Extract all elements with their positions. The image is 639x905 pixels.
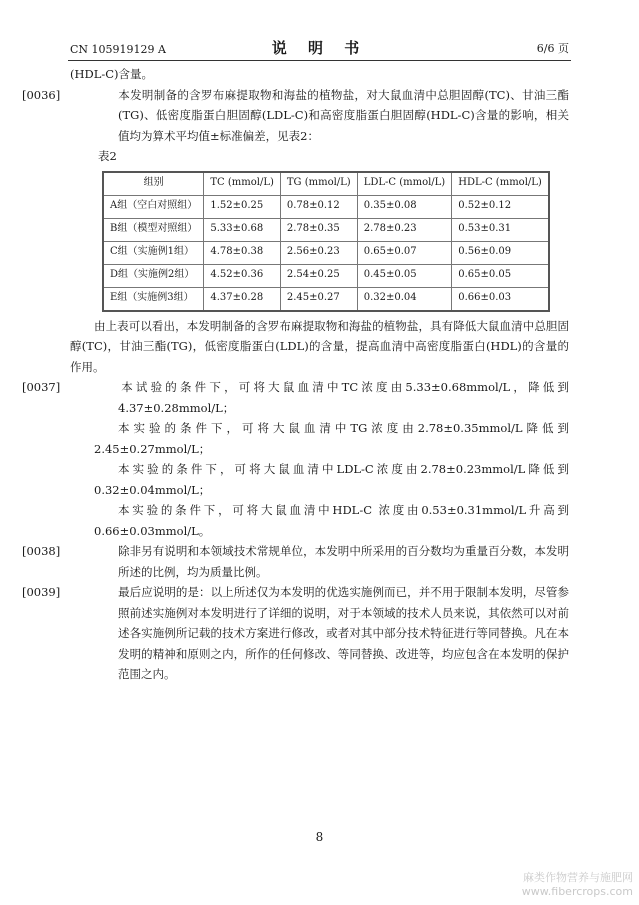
table-cell: 0.53±0.31 (452, 218, 549, 241)
table-cell: 0.56±0.09 (452, 241, 549, 264)
column-header: TC (mmol/L) (204, 172, 281, 196)
paragraph-tag: [0039] (22, 585, 61, 599)
paragraph-text: 本发明制备的含罗布麻提取物和海盐的植物盐，对大鼠血清中总胆固醇(TC)、甘油三酯(TG)、低密度脂蛋白胆固醇(LDL-C)和高密度脂蛋白胆固醇(HDL-C)含量的影响，相关值均为算术平均值±标准偏差，见表2： (118, 87, 569, 143)
column-header: 组别 (103, 172, 204, 196)
table-row (103, 241, 549, 264)
table-row (103, 287, 549, 311)
table-cell: 2.78±0.35 (280, 218, 357, 241)
document-title: 说 明 书 (271, 39, 368, 57)
column-header: HDL-C (mmol/L) (452, 172, 549, 196)
table-cell: 0.65±0.07 (357, 241, 452, 264)
table-cell: 0.65±0.05 (452, 264, 549, 287)
table-cell: 0.52±0.12 (452, 195, 549, 218)
table-row (103, 195, 549, 218)
table-row (103, 264, 549, 287)
table-header-row (103, 172, 549, 196)
table-cell: 0.66±0.03 (452, 287, 549, 311)
page-number: 8 (315, 830, 324, 844)
table-cell: 2.54±0.25 (280, 264, 357, 287)
paragraph-tag: [0037] (22, 380, 61, 394)
paragraph-continuation: (HDL-C)含量。 (70, 67, 154, 81)
data-table (102, 171, 550, 312)
watermark-url: www.fibercrops.com (521, 885, 633, 898)
table-cell: 0.32±0.04 (357, 287, 452, 311)
table-cell: 5.33±0.68 (204, 218, 281, 241)
table-cell: C组（实施例1组） (103, 241, 204, 264)
page-indicator: 6/6 页 (536, 42, 569, 55)
table-cell: E组（实施例3组） (103, 287, 204, 311)
paragraph-text: 除非另有说明和本领域技术常规单位，本发明中所采用的百分数均为重量百分数，本发明所述的比例，均为质量比例。 (118, 544, 569, 579)
paragraph-text: 最后应说明的是：以上所述仅为本发明的优选实施例而已，并不用于限制本发明，尽管参照前述实施例对本发明进行了详细的说明，对于本领域的技术人员来说，其依然可以对前述各实施例所记载的技术方案进行修改，或者对其中部分技术特征进行等同替换。凡在本发明的精神和原则之内，所作的任何修改、等同替换、改进等，均应包含在本发明的保护范围之内。 (118, 585, 569, 681)
page-header (68, 36, 571, 61)
table-cell: 2.45±0.27 (280, 287, 357, 311)
patent-number: CN 105919129 A (70, 43, 166, 56)
paragraph-tag: [0036] (22, 87, 61, 102)
table-cell: 0.35±0.08 (357, 195, 452, 218)
table-cell: B组（模型对照组） (103, 218, 204, 241)
paragraph-text: 本试验的条件下，可将大鼠血清中TC浓度由5.33±0.68mmol/L，降低到4.37±0.28mmol/L； (118, 380, 569, 415)
paragraph-0037-tg: 本实验的条件下，可将大鼠血清中TG浓度由2.78±0.35mmol/L降低到2.45±0.27mmol/L； (94, 421, 569, 456)
table-cell: 1.52±0.25 (204, 195, 281, 218)
paragraph-0037 (22, 377, 569, 418)
table-cell: D组（实施例2组） (103, 264, 204, 287)
table-cell: 2.56±0.23 (280, 241, 357, 264)
paragraph-0037-hdl: 本实验的条件下，可将大鼠血清中HDL-C 浓度由0.53±0.31mmol/L升高到0.66±0.03mmol/L。 (94, 503, 569, 538)
paragraph-0039 (22, 582, 569, 685)
document-body (22, 64, 569, 685)
table-cell: 4.78±0.38 (204, 241, 281, 264)
table-cell: 4.37±0.28 (204, 287, 281, 311)
table-cell: 0.78±0.12 (280, 195, 357, 218)
column-header: TG (mmol/L) (280, 172, 357, 196)
paragraph-0037-ldl: 本实验的条件下，可将大鼠血清中LDL-C浓度由2.78±0.23mmol/L降低到0.32±0.04mmol/L； (94, 462, 569, 497)
table-cell: 4.52±0.36 (204, 264, 281, 287)
paragraph-0036 (22, 85, 569, 147)
table-cell: 2.78±0.23 (357, 218, 452, 241)
column-header: LDL-C (mmol/L) (357, 172, 452, 196)
table-cell: A组（空白对照组） (103, 195, 204, 218)
paragraph-0038 (22, 541, 569, 582)
paragraph-table-conclusion: 由上表可以看出，本发明制备的含罗布麻提取物和海盐的植物盐，具有降低大鼠血清中总胆固醇(TC)，甘油三酯(TG)，低密度脂蛋白(LDL)的含量，提高血清中高密度脂蛋白(HDL)的含量的作用。 (70, 318, 569, 374)
table-caption: 表2 (98, 149, 117, 163)
paragraph-tag: [0038] (22, 544, 61, 558)
watermark-site-name: 麻类作物营养与施肥网 (523, 871, 633, 884)
site-watermark (522, 871, 633, 899)
table-cell: 0.45±0.05 (357, 264, 452, 287)
table-row (103, 218, 549, 241)
